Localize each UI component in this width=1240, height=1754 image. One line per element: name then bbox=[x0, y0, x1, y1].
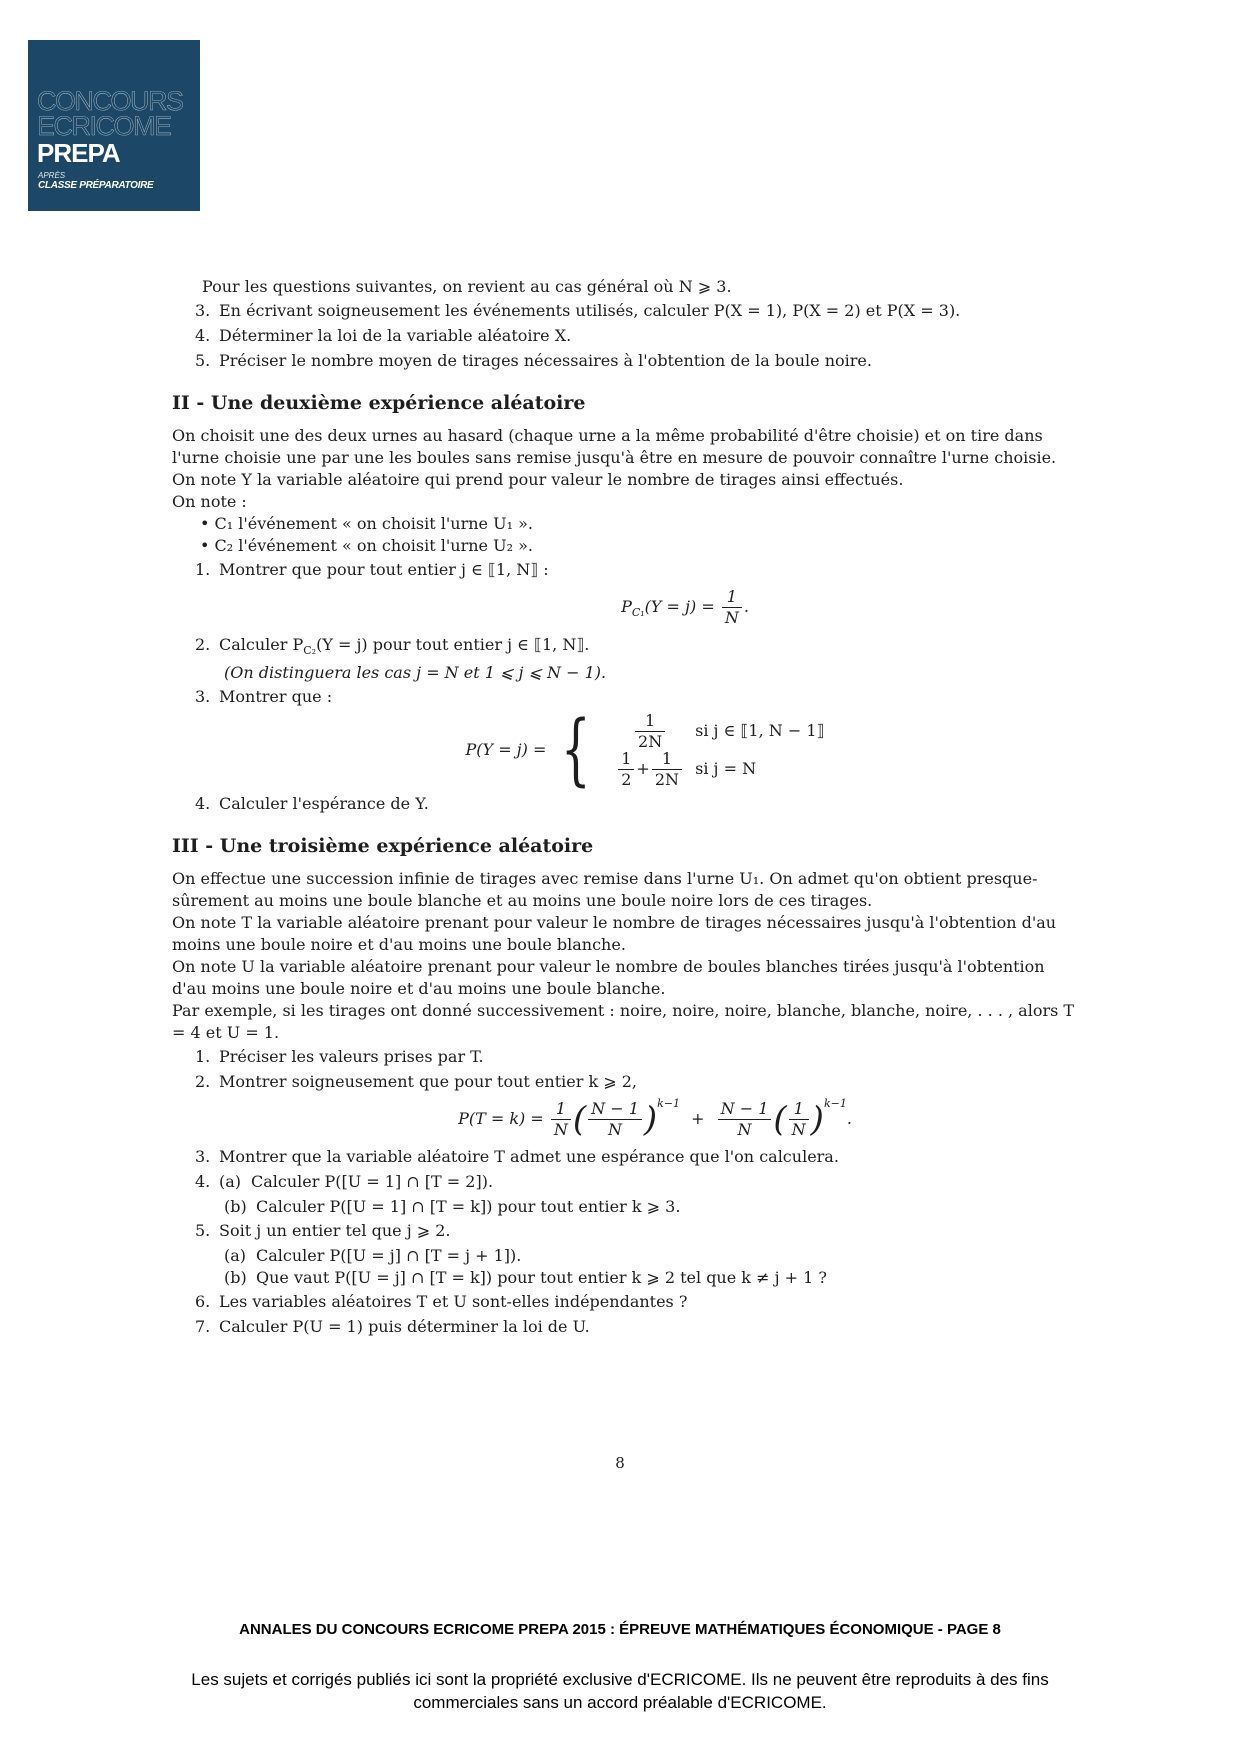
subquestion-label: (a) bbox=[224, 1246, 247, 1266]
question-text: Calculer P(U = 1) puis déterminer la loi de U. bbox=[219, 1317, 590, 1337]
question-number: 2. bbox=[195, 635, 211, 654]
fraction bbox=[722, 587, 742, 628]
question-number: 3. bbox=[195, 1147, 211, 1167]
ecricome-logo bbox=[28, 40, 200, 211]
question-text: Calculer P bbox=[219, 635, 304, 654]
cases-rows bbox=[605, 712, 824, 788]
fraction-denominator: N bbox=[608, 1120, 622, 1140]
question-text: Montrer que pour tout entier j ∈ ⟦1, N⟧ : bbox=[219, 560, 549, 579]
fraction-numerator: 1 bbox=[722, 587, 742, 608]
question-3-1 bbox=[195, 1046, 1078, 1068]
question-number: 4. bbox=[195, 794, 211, 814]
eq-term: P(Y = j) = bbox=[465, 740, 547, 760]
question-text: Calculer P([U = 1] ∩ [T = 2]). bbox=[251, 1172, 494, 1192]
subquestion-label: (b) bbox=[224, 1197, 247, 1217]
fraction-numerator: 1 bbox=[652, 749, 682, 770]
question-text: Calculer l'espérance de Y. bbox=[219, 794, 429, 814]
subquestion-label: (a) bbox=[219, 1172, 242, 1192]
fraction bbox=[635, 711, 665, 752]
left-paren: ( bbox=[773, 1099, 787, 1140]
fraction-numerator: 1 bbox=[551, 1099, 571, 1120]
question-number: 5. bbox=[195, 1221, 211, 1241]
question-text: Préciser le nombre moyen de tirages nécessaires à l'obtention de la boule noire. bbox=[219, 351, 872, 370]
question-text: Que vaut P([U = j] ∩ [T = k]) pour tout entier k ⩾ 2 tel que k ≠ j + 1 ? bbox=[256, 1268, 827, 1288]
question-text: (Y = j) pour tout entier j ∈ ⟦1, N⟧. bbox=[316, 635, 590, 654]
question-number: 2. bbox=[195, 1072, 211, 1092]
section-2-title: II - Une deuxième expérience aléatoire bbox=[172, 392, 586, 414]
question-3-7 bbox=[195, 1316, 1078, 1338]
section-2-para-3: On note : bbox=[172, 492, 247, 511]
question-3-5 bbox=[195, 1220, 1078, 1242]
section-2-para-2: On note Y la variable aléatoire qui prend pour valeur le nombre de tirages ainsi effectués. bbox=[172, 470, 904, 489]
section-3-para-4: Par exemple, si les tirages ont donné successivement : noire, noire, noire, blanche, blanche, noire, . . . , alors T = 4 et U = 1. bbox=[172, 1001, 1075, 1043]
question-text: En écrivant soigneusement les événements utilisés, calculer P(X = 1), P(X = 2) et P(X = 3). bbox=[219, 301, 961, 320]
question-text: Calculer P([U = j] ∩ [T = j + 1]). bbox=[256, 1246, 522, 1266]
fraction bbox=[618, 749, 634, 790]
logo-line-prepa: PREPA bbox=[37, 138, 120, 168]
question-3-3 bbox=[195, 1146, 1078, 1168]
fraction bbox=[652, 749, 682, 790]
case-condition: si j = N bbox=[695, 759, 757, 779]
eq-term: P(T = k) = bbox=[458, 1109, 544, 1129]
page-content bbox=[172, 276, 1078, 1341]
equation-law-t: P(T = k) = $\frac{1}{N}$ ( $\frac{N - 1}{N}$ )$^{k-1}$ + $\frac{N - 1}{N}$ ( $\frac{1}{N}$ )$^{k-1}$. bbox=[458, 1097, 852, 1140]
question-number: 7. bbox=[195, 1317, 211, 1337]
question-3-4b bbox=[224, 1196, 1078, 1218]
question-2-3 bbox=[195, 686, 1078, 708]
equation-piecewise bbox=[212, 705, 1078, 796]
eq-term: P bbox=[621, 597, 632, 616]
fraction bbox=[789, 1099, 809, 1140]
question-2-1 bbox=[195, 559, 1078, 581]
fraction bbox=[588, 1099, 642, 1140]
right-paren: ) bbox=[643, 1099, 658, 1140]
fraction bbox=[718, 1099, 772, 1140]
fraction-numerator: 1 bbox=[635, 711, 665, 732]
question-1-4 bbox=[195, 325, 1078, 347]
logo-line-concours: CONCOURS bbox=[37, 86, 183, 116]
eq-term: (Y = j) = bbox=[644, 597, 715, 616]
exponent: k−1 bbox=[657, 1097, 681, 1111]
fraction-numerator: N − 1 bbox=[588, 1099, 642, 1120]
case-row-1 bbox=[605, 712, 824, 750]
subquestion-label: (b) bbox=[224, 1268, 247, 1288]
fraction-denominator: N bbox=[737, 1120, 752, 1140]
section-3-para-1: On effectue une succession infinie de tirages avec remise dans l'urne U₁. On admet qu'on obtient presque-sûrement au moins une boule blanche et au moins une boule noire lors de ces tirages. bbox=[172, 869, 1038, 911]
question-text: Calculer P([U = 1] ∩ [T = k]) pour tout entier k ⩾ 3. bbox=[256, 1197, 681, 1217]
question-1-5 bbox=[195, 350, 1078, 372]
question-3-2 bbox=[195, 1071, 1078, 1093]
fraction-numerator: N − 1 bbox=[718, 1099, 772, 1120]
exponent: k−1 bbox=[823, 1097, 847, 1111]
question-number: 4. bbox=[195, 1172, 211, 1192]
question-text: Soit j un entier tel que j ⩾ 2. bbox=[219, 1221, 451, 1241]
question-1-3 bbox=[195, 300, 1078, 322]
question-3-4a bbox=[195, 1171, 1078, 1193]
question-text: Les variables aléatoires T et U sont-elles indépendantes ? bbox=[219, 1292, 688, 1312]
page-number: 8 bbox=[615, 1454, 625, 1472]
eq-subscript: C₁ bbox=[631, 606, 645, 620]
case-row-2: $\frac{1}{2}$ + $\frac{1}{2N}$ si j = N bbox=[605, 750, 824, 788]
fraction-denominator: 2N bbox=[654, 769, 679, 789]
footer-notice: Les sujets et corrigés publiés ici sont la propriété exclusive d'ECRICOME. Ils ne peuvent être reproduits à des fins commerciales sans un accord préalable d'ECRICOME. bbox=[191, 1670, 1049, 1712]
fraction-numerator: 1 bbox=[789, 1099, 809, 1120]
question-text: Montrer que la variable aléatoire T admet une espérance que l'on calculera. bbox=[219, 1147, 839, 1167]
question-3-5b bbox=[224, 1267, 1078, 1289]
bullet-text: C₂ l'événement « on choisit l'urne U₂ ». bbox=[214, 536, 533, 555]
question-number: 1. bbox=[195, 560, 211, 579]
piecewise-cases bbox=[551, 705, 825, 796]
question-text: Déterminer la loi de la variable aléatoire X. bbox=[219, 326, 572, 345]
logo-line-ecricome: ECRICOME bbox=[37, 111, 171, 141]
left-brace: { bbox=[561, 705, 592, 796]
section-3-para-2: On note T la variable aléatoire prenant pour valeur le nombre de tirages nécessaires jusqu'à l'obtention d'au moins une boule noire et d'au moins une boule blanche. bbox=[172, 913, 1057, 955]
question-2-4 bbox=[195, 793, 1078, 815]
fraction-denominator: 2N bbox=[638, 731, 663, 751]
fraction-denominator: N bbox=[553, 1120, 568, 1140]
eq-plus: + bbox=[691, 1109, 705, 1129]
question-3-5a bbox=[224, 1245, 1078, 1267]
section-3-para-3: On note U la variable aléatoire prenant pour valeur le nombre de boules blanches tirées jusqu'à l'obtention d'au moins une boule noire et d'au moins une boule blanche. bbox=[172, 957, 1045, 999]
fraction-numerator: 1 bbox=[618, 749, 634, 770]
question-number: 4. bbox=[195, 326, 211, 345]
footer-title: ANNALES DU CONCOURS ECRICOME PREPA 2015 : ÉPREUVE MATHÉMATIQUES ÉCONOMIQUE - PAGE 8 bbox=[239, 1621, 1001, 1638]
case-condition: si j ∈ ⟦1, N − 1⟧ bbox=[695, 721, 825, 741]
bullet-text: C₁ l'événement « on choisit l'urne U₁ ». bbox=[214, 514, 533, 533]
question-text: Montrer que : bbox=[219, 687, 333, 707]
question-number: 6. bbox=[195, 1292, 211, 1312]
right-paren: ) bbox=[810, 1099, 824, 1140]
left-paren: ( bbox=[572, 1099, 587, 1140]
question-number: 3. bbox=[195, 687, 211, 707]
fraction bbox=[551, 1099, 571, 1140]
question-2-2-hint: (On distinguera les cas j = N et 1 ⩽ j ⩽ N − 1). bbox=[224, 663, 607, 683]
question-number: 5. bbox=[195, 351, 211, 370]
intro-text: Pour les questions suivantes, on revient au cas général où N ⩾ 3. bbox=[202, 277, 732, 296]
fraction-denominator: 2 bbox=[621, 769, 632, 789]
question-text: Montrer soigneusement que pour tout entier k ⩾ 2, bbox=[219, 1072, 637, 1092]
equation-pc1: $P_{C_1}(Y = j)$ = $\frac{1}{N}$ . bbox=[621, 587, 749, 627]
section-3-title: III - Une troisième expérience aléatoire bbox=[172, 835, 594, 858]
question-subscript: C₂ bbox=[303, 644, 317, 658]
question-number: 3. bbox=[195, 301, 211, 320]
question-3-6 bbox=[195, 1291, 1078, 1313]
question-2-2 bbox=[195, 634, 1078, 662]
question-text: Préciser les valeurs prises par T. bbox=[219, 1047, 484, 1067]
logo-line-apres: APRÈS bbox=[38, 171, 66, 180]
bullet-item: • C₁ l'événement « on choisit l'urne U₁ ». bbox=[200, 514, 533, 533]
fraction-denominator: N bbox=[724, 608, 739, 627]
bullet-item: • C₂ l'événement « on choisit l'urne U₂ ». bbox=[200, 536, 533, 555]
logo-line-classe: CLASSE PRÉPARATOIRE bbox=[38, 180, 154, 191]
question-number: 1. bbox=[195, 1047, 211, 1067]
fraction-denominator: N bbox=[791, 1120, 806, 1140]
section-2-para-1: On choisit une des deux urnes au hasard (chaque urne a la même probabilité d'être choisie) et on tire dans l'urne choisie une par une les boules sans remise jusqu'à être en mesure de pouvoir connaître l'urne choisie. bbox=[172, 426, 1057, 467]
